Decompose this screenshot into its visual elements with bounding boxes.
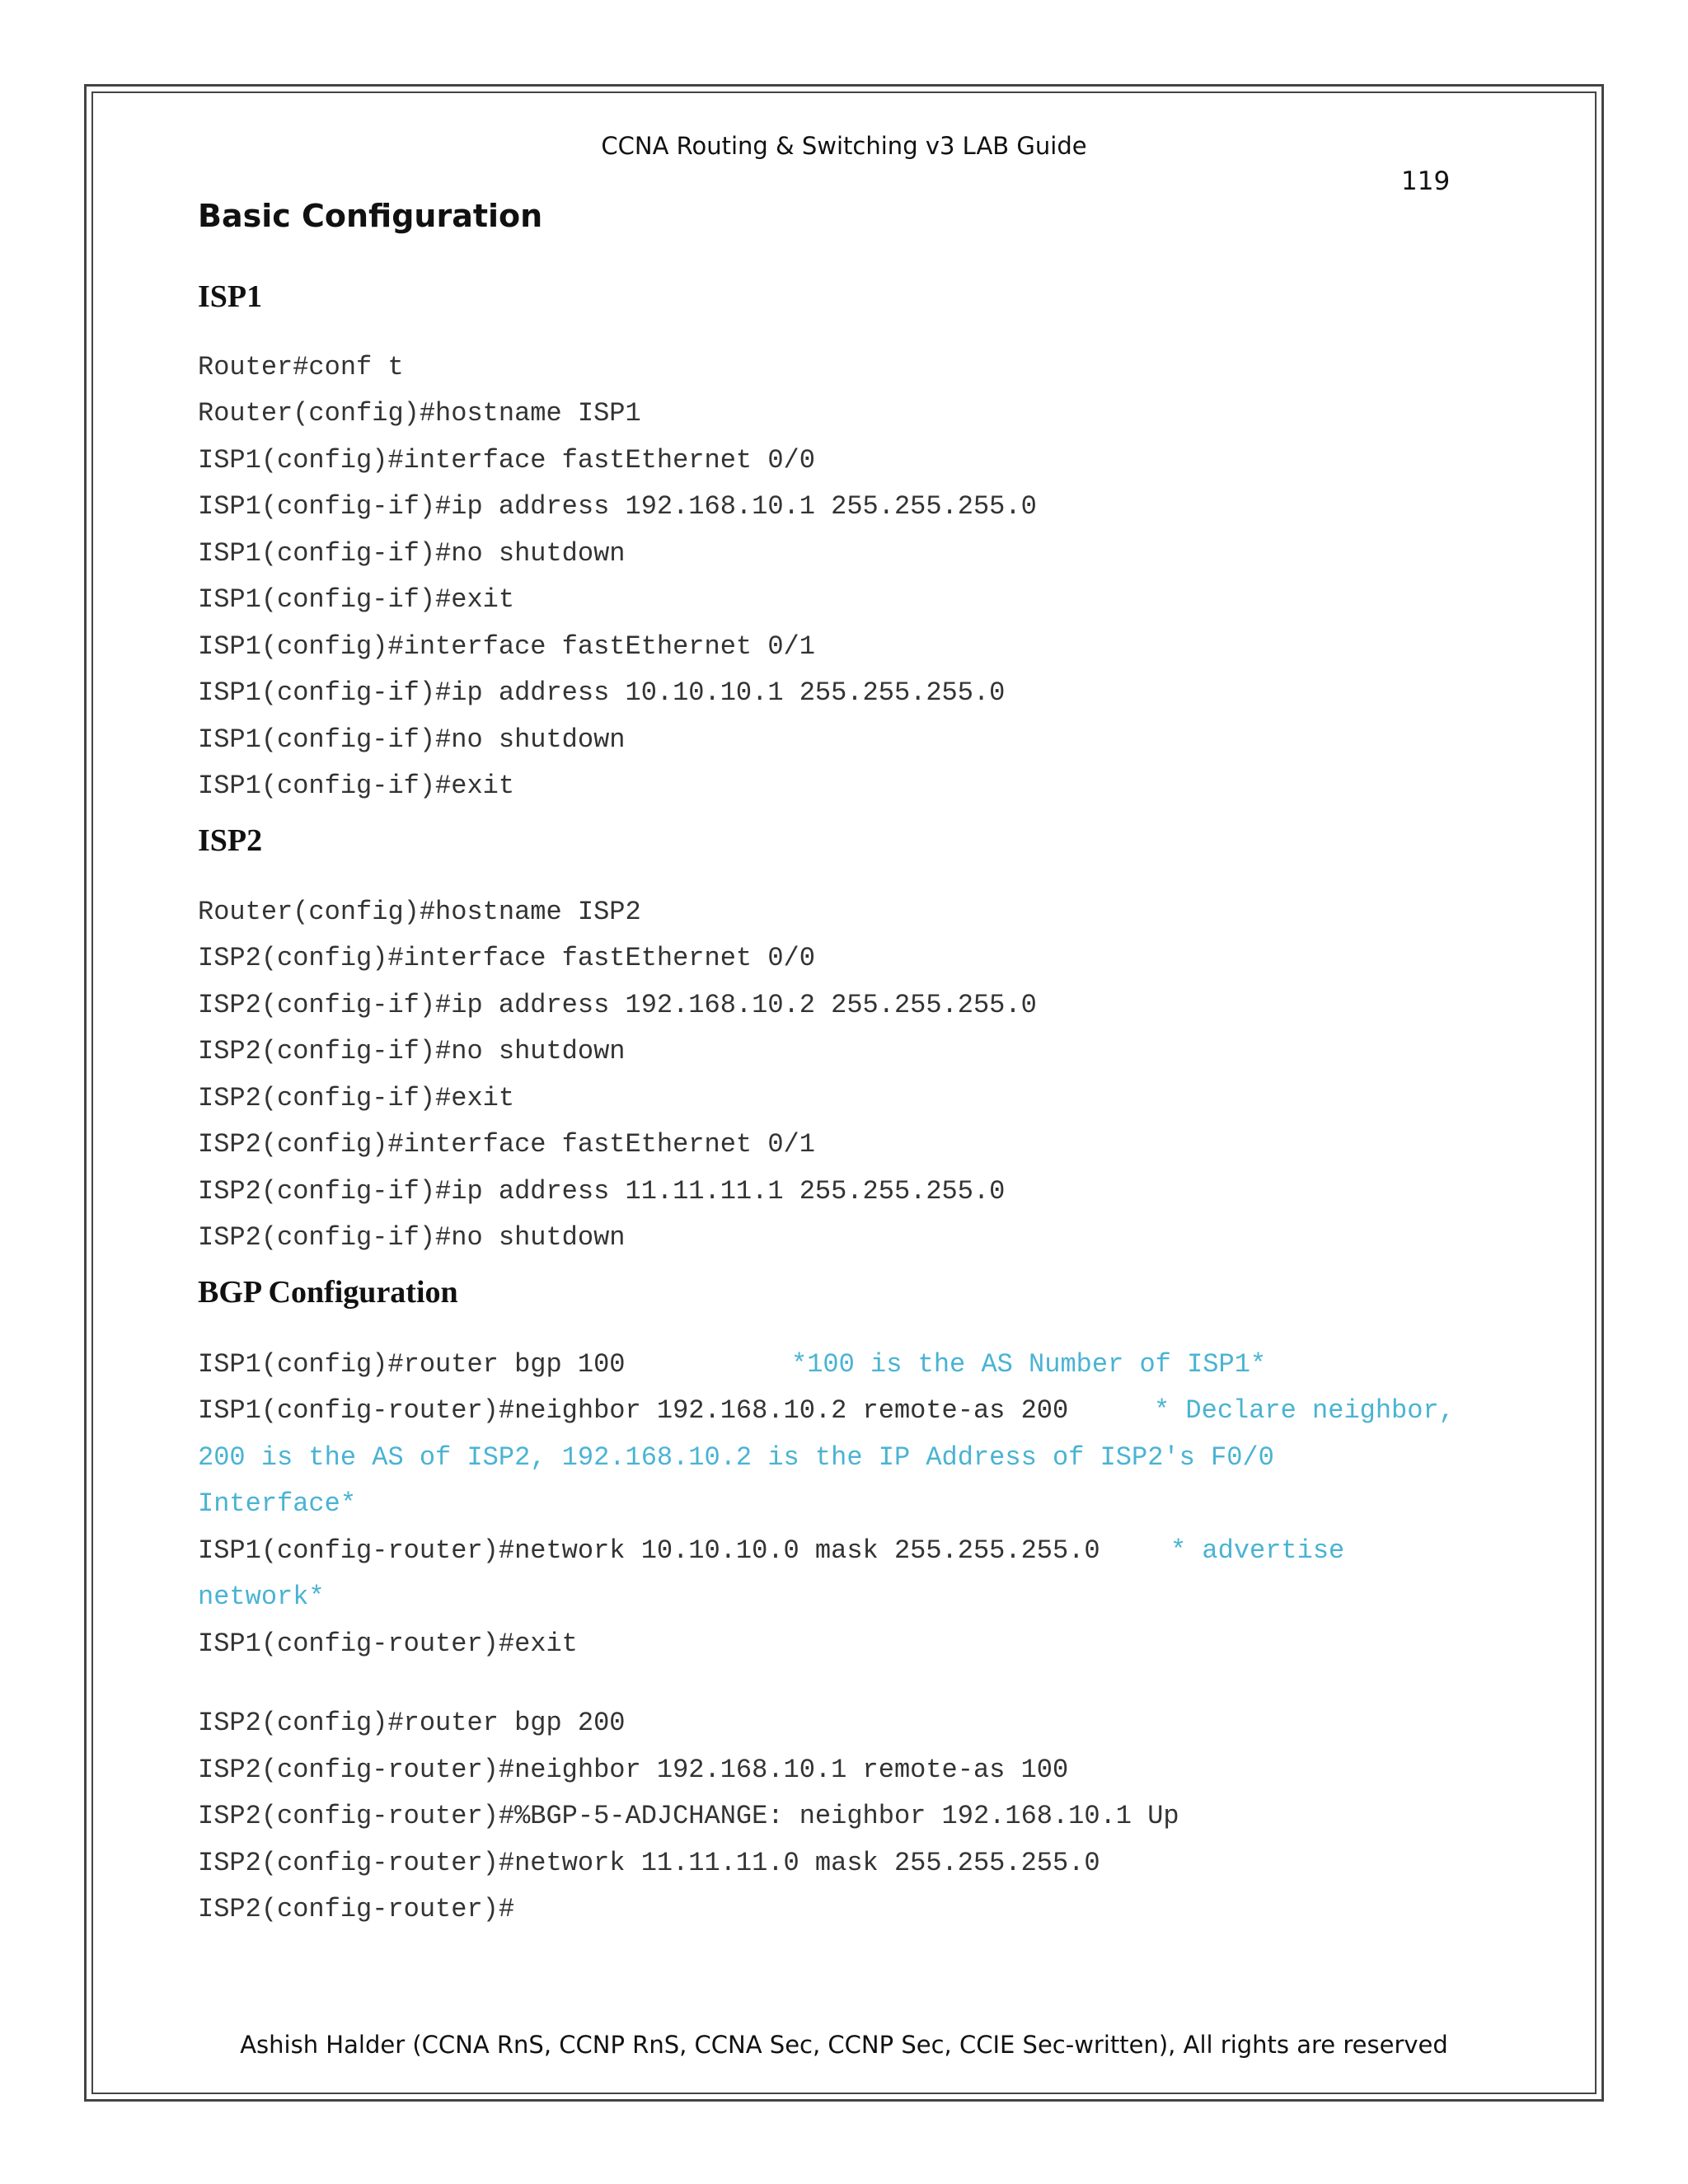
command-text: ISP1(config-router)#network 10.10.10.0 mask 255.255.255.0 <box>198 1535 1100 1566</box>
comment-line: network* <box>198 1582 325 1612</box>
comment-text: * advertise <box>1170 1535 1345 1566</box>
code-line: ISP2(config-if)#no shutdown <box>198 1222 626 1253</box>
basic-configuration-heading: Basic Configuration <box>198 198 543 234</box>
code-line: ISP2(config-if)#ip address 11.11.11.1 255.255.255.0 <box>198 1176 1006 1207</box>
code-line: ISP2(config-if)#no shutdown <box>198 1036 626 1066</box>
comment-text: *100 is the AS Number of ISP1* <box>791 1349 1267 1380</box>
comment-line: Interface* <box>198 1488 357 1519</box>
code-line: ISP1(config-if)#no shutdown <box>198 538 626 569</box>
code-line: Router#conf t <box>198 352 404 382</box>
code-line: ISP2(config-router)#neighbor 192.168.10.1 remote-as 100 <box>198 1755 1069 1785</box>
code-line: ISP1(config-if)#ip address 10.10.10.1 255.255.255.0 <box>198 677 1006 708</box>
code-line: ISP1(config-if)#no shutdown <box>198 724 626 755</box>
comment-line: 200 is the AS of ISP2, 192.168.10.2 is the IP Address of ISP2's F0/0 <box>198 1442 1274 1473</box>
running-header: CCNA Routing & Switching v3 LAB Guide <box>601 132 1087 160</box>
code-line: ISP1(config-if)#ip address 192.168.10.1 255.255.255.0 <box>198 491 1037 522</box>
bgp-configuration-heading: BGP Configuration <box>198 1275 458 1310</box>
code-line: ISP2(config-if)#ip address 192.168.10.2 255.255.255.0 <box>198 990 1037 1020</box>
code-line: ISP2(config)#interface fastEthernet 0/1 <box>198 1129 815 1160</box>
command-text: ISP1(config-router)#neighbor 192.168.10.2 remote-as 200 <box>198 1395 1069 1426</box>
code-line: ISP2(config-router)# <box>198 1894 515 1924</box>
code-line: ISP1(config-if)#exit <box>198 584 515 615</box>
code-line: ISP1(config)#interface fastEthernet 0/1 <box>198 631 815 662</box>
isp1-heading: ISP1 <box>198 279 263 314</box>
code-line <box>198 1348 1267 1381</box>
code-line <box>198 1394 1455 1427</box>
code-line: ISP1(config)#interface fastEthernet 0/0 <box>198 445 815 476</box>
command-text: ISP1(config)#router bgp 100 <box>198 1349 626 1380</box>
page-number: 119 <box>1401 166 1451 196</box>
code-line: ISP1(config-if)#exit <box>198 771 515 801</box>
code-line <box>198 1535 1345 1568</box>
code-line: ISP2(config)#interface fastEthernet 0/0 <box>198 943 815 973</box>
code-line: Router(config)#hostname ISP2 <box>198 897 641 927</box>
code-line: ISP2(config-router)#network 11.11.11.0 mask 255.255.255.0 <box>198 1848 1100 1878</box>
code-line: ISP2(config)#router bgp 200 <box>198 1708 626 1738</box>
code-line: ISP1(config-router)#exit <box>198 1629 578 1659</box>
code-line: ISP2(config-if)#exit <box>198 1083 515 1113</box>
code-line: Router(config)#hostname ISP1 <box>198 398 641 429</box>
isp2-heading: ISP2 <box>198 823 263 858</box>
page-footer: Ashish Halder (CCNA RnS, CCNP RnS, CCNA Sec, CCNP Sec, CCIE Sec-written), All rights are reserved <box>240 2031 1448 2059</box>
code-line: ISP2(config-router)#%BGP-5-ADJCHANGE: neighbor 192.168.10.1 Up <box>198 1801 1179 1831</box>
comment-text: * Declare neighbor, <box>1154 1395 1455 1426</box>
